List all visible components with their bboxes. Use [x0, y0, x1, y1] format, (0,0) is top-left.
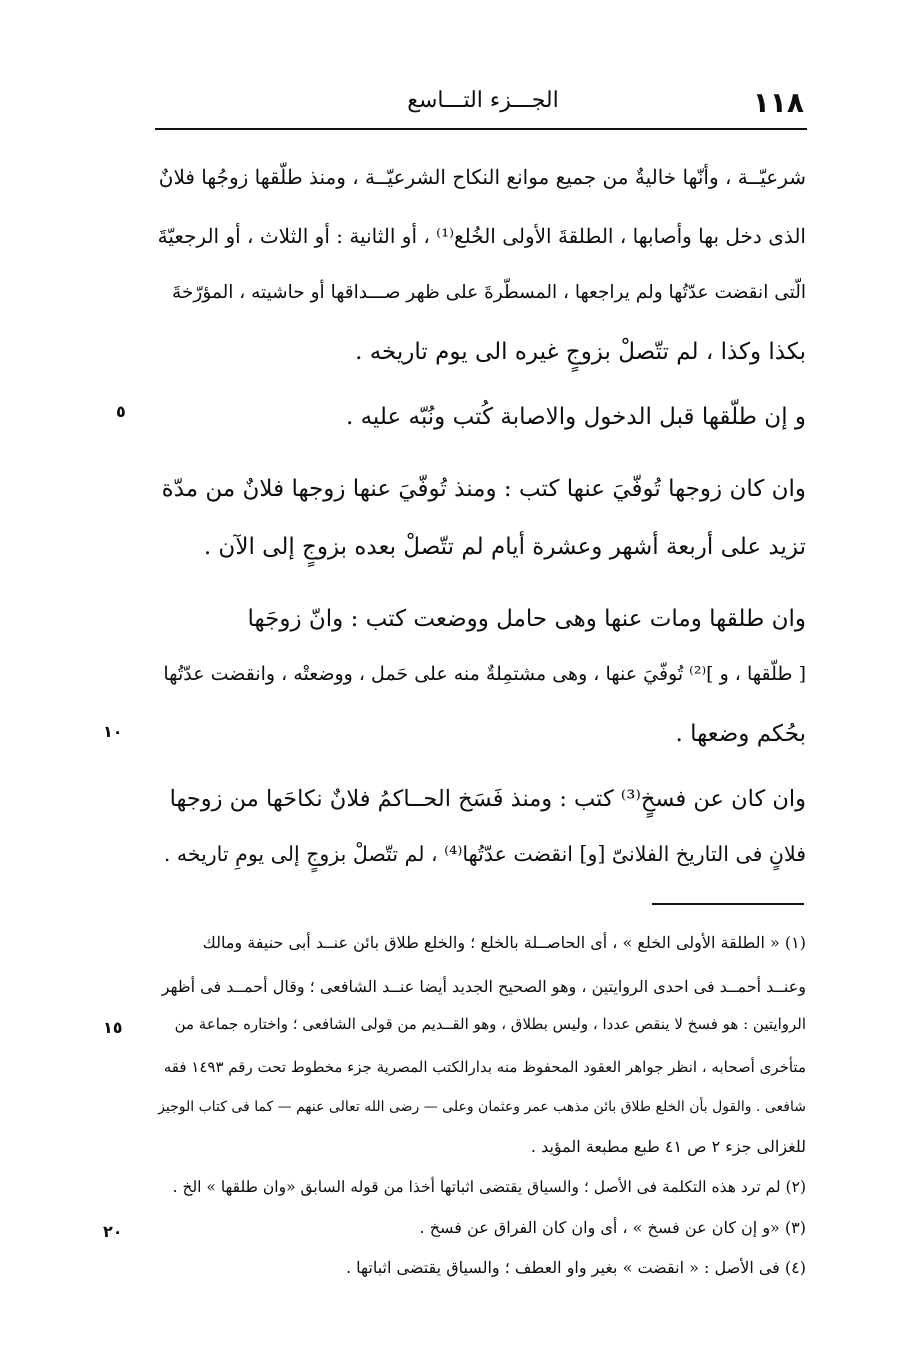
page-number: ١١٨	[752, 86, 804, 119]
footnote-rule	[652, 903, 804, 905]
footnote-line: (١) « الطلقة الأولى الخلع » ، أى الحاصــلة بالخلع ؛ والخلع طلاق بائن عنــد أبى حنيفة ومالك	[202, 933, 806, 952]
body-line: وان كان زوجها تُوفّيَ عنها كتب : ومنذ تُوفّيَ عنها زوجها فلانٌ من مدّة	[161, 476, 806, 502]
page-header	[158, 86, 808, 126]
footnote-line: (٣) «و إن كان عن فسخ » ، أى وان كان الفراق عن فسخ .	[419, 1218, 806, 1237]
footnote-line: (٢) لم ترد هذه التكلمة فى الأصل ؛ والسياق يقتضى اثباتها أخذا من قوله السابق «وان طلقها » الخ .	[172, 1178, 806, 1196]
header-rule	[155, 128, 807, 130]
footnote-line: (٤) فى الأصل : « انقضت » بغير واو العطف ؛ والسياق يقتضى اثباتها .	[345, 1258, 806, 1277]
body-line: وان طلقها ومات عنها وهى حامل ووضعت كتب : وانّ زوجَها	[247, 606, 806, 632]
line-number-margin: ٢٠	[103, 1222, 123, 1241]
body-line: الّتى انقضت عدّتُها ولم يراجعها ، المسطّرةَ على ظهر صـــداقها أو حاشيته ، المؤرّخةَ	[172, 282, 806, 303]
body-line: وان كان عن فسخٍ⁽³⁾ كتب : ومنذ فَسَخ الحــاكمُ فلانٌ نكاحَها من زوجها	[169, 786, 806, 812]
body-line: بكذا وكذا ، لم تتّصلْ بزوجٍ غيره الى يوم تاريخه .	[355, 339, 806, 365]
line-number-margin: ١٠	[103, 722, 123, 741]
body-line: شرعيّــة ، وأنّها خاليةٌ من جميع موانع النكاح الشرعيّــة ، ومنذ طلّقها زوجُها فلانٌ	[158, 165, 806, 189]
running-title: الجـــزء التـــاسع	[407, 88, 559, 113]
body-line: الذى دخل بها وأصابها ، الطلقةَ الأولى الخُلع⁽¹⁾ ، أو الثانية : أو الثلاث ، أو الرجعيّةَ	[157, 224, 806, 248]
body-line: فلانٍ فى التاريخ الفلانىّ [و] انقضت عدّتُها⁽⁴⁾ ، لم تتّصلْ بزوجٍ إلى يومِ تاريخه .	[163, 842, 806, 866]
body-line: تزيد على أربعة أشهر وعشرة أيام لم تتّصلْ بعده بزوجٍ إلى الآن .	[203, 534, 806, 560]
footnote-line: للغزالى جزء ٢ ص ٤١ طبع مطبعة المؤيد .	[530, 1137, 806, 1156]
body-line: بحُكم وضعها .	[675, 721, 806, 747]
line-number-margin: ١٥	[103, 1018, 123, 1037]
footnote-line: متأخرى أصحابه ، انظر جواهر العقود المحفوظ منه بدارالكتب المصرية جزء مخطوط تحت رقم ١٤٩٣ فقه	[163, 1058, 806, 1076]
body-line: و إن طلّقها قبل الدخول والاصابة كُتب ونُبّه عليه .	[345, 404, 806, 430]
line-number-margin: ٥	[116, 402, 126, 421]
footnote-line: وعنــد أحمــد فى احدى الروايتين ، وهو الصحيح الجديد أيضا عنــد الشافعى ؛ وقال أحمــد فى أظهر	[161, 977, 806, 996]
footnote-line: الروايتين : هو فسخ لا ينقص عددا ، وليس بطلاق ، وهو القــديم من قولى الشافعى ؛ واختاره جماعة من	[174, 1015, 806, 1033]
body-line: [ طلّقها ، و ]⁽²⁾ تُوفّيَ عنها ، وهى مشتمِلةٌ منه على حَمل ، ووضعتْه ، وانقضت عدّتُها	[163, 663, 806, 685]
footnote-line: شافعى . والقول بأن الخلع طلاق بائن مذهب عمر وعثمان وعلى — رضى الله تعالى عنهم — كما فى كتاب الوجيز	[158, 1099, 806, 1115]
